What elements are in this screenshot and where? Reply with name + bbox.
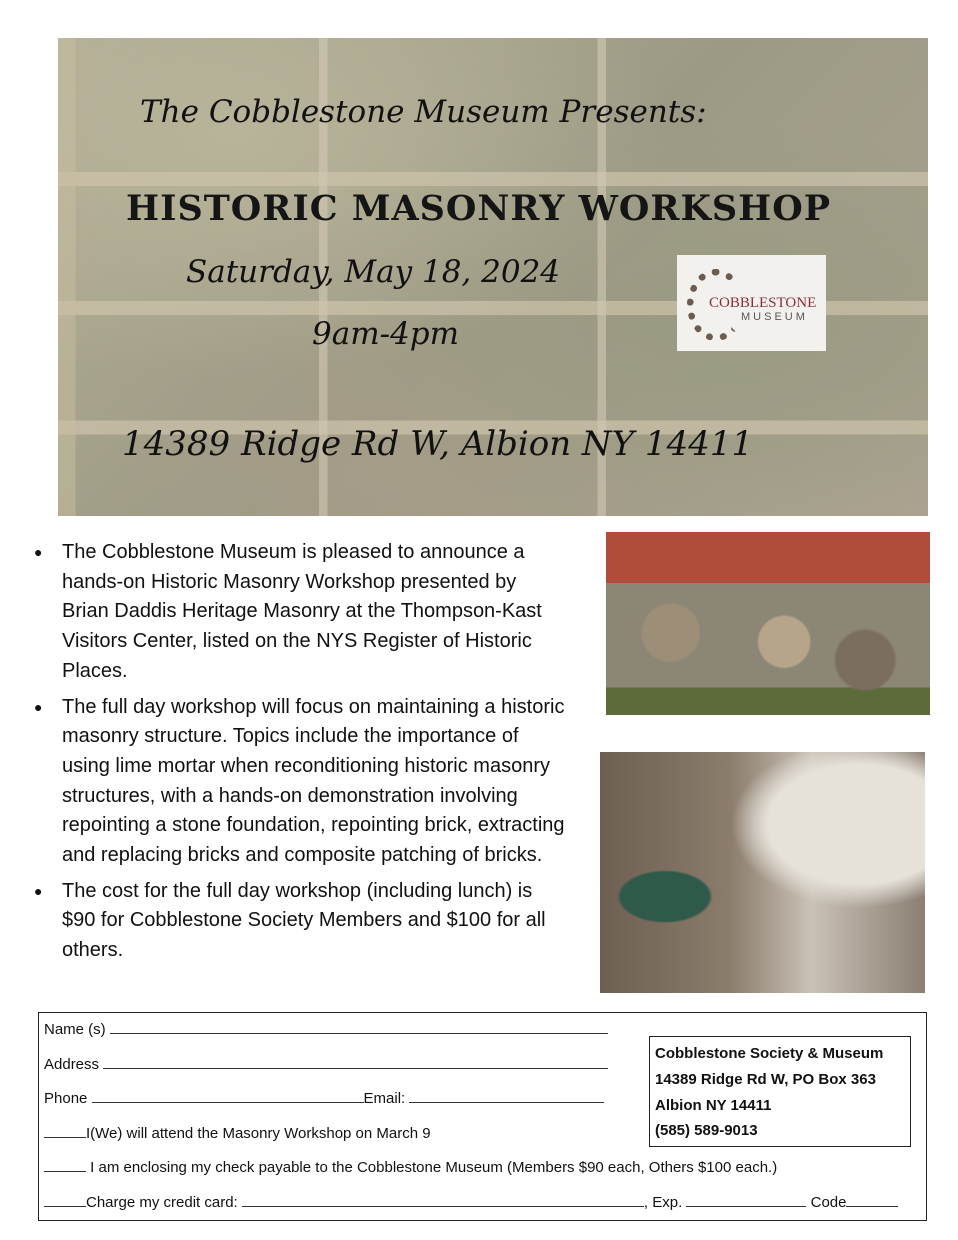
check-row [44, 1157, 777, 1176]
bullet-icon: ● [34, 544, 43, 560]
event-address: 14389 Ridge Rd W, Albion NY 14411 [122, 424, 754, 464]
mason-working-photo [600, 752, 925, 993]
contact-box [649, 1036, 911, 1147]
name-field[interactable] [110, 1019, 608, 1034]
email-label: Email: [363, 1090, 406, 1107]
charge-row [44, 1192, 898, 1211]
exp-field[interactable] [686, 1192, 806, 1207]
brick-cobblestone-wall-photo [606, 532, 930, 715]
contact-city: Albion NY 14411 [655, 1096, 772, 1114]
email-field[interactable] [409, 1088, 604, 1103]
workshop-title: HISTORIC MASONRY WORKSHOP [126, 188, 832, 229]
info-list [36, 538, 566, 972]
list-item-text: The cost for the full day workshop (including lunch) is $90 for Cobblestone Society Members and $100 for all others. [62, 879, 546, 962]
phone-label: Phone [44, 1090, 88, 1107]
cobblestone-museum-logo [677, 255, 826, 351]
registration-form [38, 1012, 927, 1221]
header-banner [58, 38, 928, 516]
contact-phone: (585) 589-9013 [655, 1122, 758, 1140]
name-row [44, 1019, 608, 1038]
list-item-text: The full day workshop will focus on maintaining a historic masonry structure. Topics include the importance of using lime mortar when reconditioning historic masonry structures, with a hands-on demonstration involving repointing a stone foundation, repointing brick, extracting and replacing bricks and composite patching of bricks. [62, 695, 565, 867]
attend-row [44, 1123, 431, 1142]
check-label: I am enclosing my check payable to the Cobblestone Museum (Members $90 each, Others $100 each.) [86, 1159, 778, 1176]
address-label: Address [44, 1056, 100, 1073]
event-date: Saturday, May 18, 2024 [186, 254, 561, 290]
address-row [44, 1054, 608, 1073]
list-item [36, 538, 566, 687]
code-field[interactable] [846, 1192, 898, 1207]
address-field[interactable] [103, 1054, 608, 1069]
phone-row [44, 1088, 604, 1107]
attend-label: I(We) will attend the Masonry Workshop on March 9 [86, 1125, 431, 1142]
name-label: Name (s) [44, 1021, 106, 1038]
bullet-icon: ● [34, 882, 43, 899]
list-item [36, 877, 566, 966]
charge-label: Charge my credit card: [86, 1194, 238, 1211]
card-number-field[interactable] [242, 1192, 644, 1207]
event-time: 9am-4pm [312, 316, 460, 352]
list-item [36, 693, 566, 871]
phone-field[interactable] [92, 1088, 364, 1103]
logo-line2: MUSEUM [741, 311, 808, 323]
attend-field[interactable] [44, 1123, 86, 1138]
code-label: Code [810, 1194, 847, 1211]
presents-heading: The Cobblestone Museum Presents: [140, 94, 707, 130]
contact-street: 14389 Ridge Rd W, PO Box 363 [655, 1070, 876, 1088]
contact-org: Cobblestone Society & Museum [655, 1045, 884, 1062]
exp-label: , Exp. [643, 1194, 683, 1211]
bullet-icon: ● [34, 698, 43, 715]
list-item-text: The Cobblestone Museum is pleased to announce a hands-on Historic Masonry Workshop presented by Brian Daddis Heritage Masonry at the Thompson-Kast Visitors Center, listed on the NYS Register of Historic Places. [62, 541, 542, 682]
check-field[interactable] [44, 1157, 86, 1172]
logo-line1: COBBLESTONE [709, 295, 817, 311]
charge-field[interactable] [44, 1192, 86, 1207]
